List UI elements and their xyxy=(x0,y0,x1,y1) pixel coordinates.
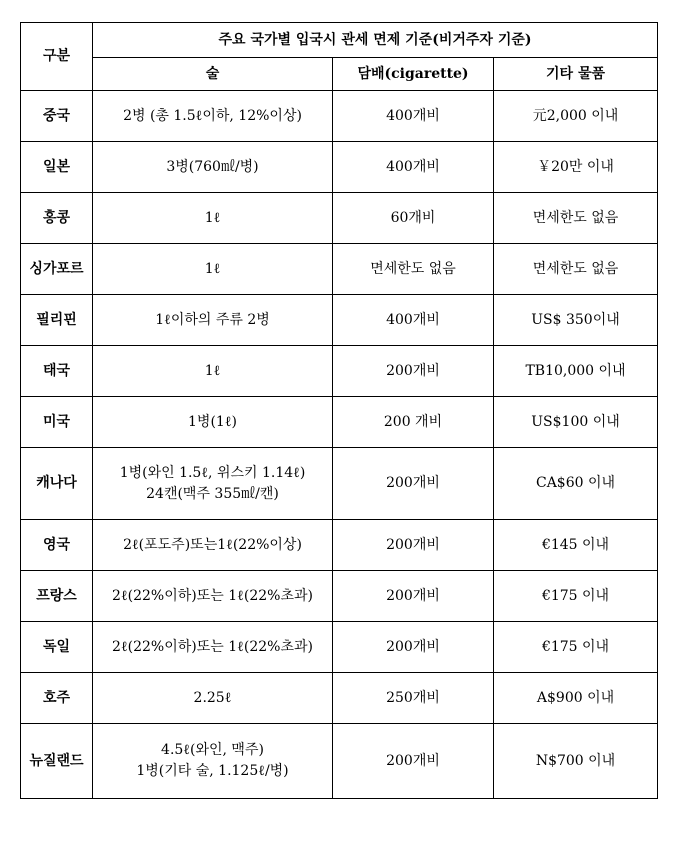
country-cell: 독일 xyxy=(21,622,93,673)
table-row xyxy=(21,193,658,244)
liquor-line: 2.25ℓ xyxy=(193,689,232,706)
table-row xyxy=(21,346,658,397)
table-row xyxy=(21,142,658,193)
tobacco-cell: 200개비 xyxy=(333,346,494,397)
other-goods-cell: €175 이내 xyxy=(494,622,658,673)
table-row xyxy=(21,622,658,673)
country-cell: 영국 xyxy=(21,520,93,571)
tobacco-cell: 200개비 xyxy=(333,571,494,622)
table-row xyxy=(21,244,658,295)
category-header: 구분 xyxy=(21,23,93,91)
liquor-line: 1병(1ℓ) xyxy=(188,413,237,430)
other-goods-cell: US$ 350이내 xyxy=(494,295,658,346)
tobacco-cell: 200개비 xyxy=(333,724,494,799)
liquor-cell xyxy=(93,397,333,448)
table-title: 주요 국가별 입국시 관세 면제 기준(비거주자 기준) xyxy=(93,23,658,58)
liquor-line: 2ℓ(포도주)또는1ℓ(22%이상) xyxy=(123,536,302,553)
liquor-cell xyxy=(93,622,333,673)
liquor-cell xyxy=(93,724,333,799)
table-row xyxy=(21,520,658,571)
liquor-cell xyxy=(93,346,333,397)
duty-free-table xyxy=(20,22,658,799)
table-body xyxy=(21,91,658,799)
table-row xyxy=(21,295,658,346)
country-cell: 태국 xyxy=(21,346,93,397)
other-goods-cell: €145 이내 xyxy=(494,520,658,571)
liquor-line: 24캔(맥주 355㎖/캔) xyxy=(146,485,279,502)
tobacco-cell: 60개비 xyxy=(333,193,494,244)
tobacco-cell: 400개비 xyxy=(333,295,494,346)
country-cell: 호주 xyxy=(21,673,93,724)
other-goods-cell: 면세한도 없음 xyxy=(494,244,658,295)
country-cell: 홍콩 xyxy=(21,193,93,244)
other-goods-cell: €175 이내 xyxy=(494,571,658,622)
column-header-tobacco: 담배(cigarette) xyxy=(333,58,494,91)
country-cell: 싱가포르 xyxy=(21,244,93,295)
tobacco-cell: 면세한도 없음 xyxy=(333,244,494,295)
liquor-cell xyxy=(93,673,333,724)
country-cell: 필리핀 xyxy=(21,295,93,346)
liquor-line: 4.5ℓ(와인, 맥주) xyxy=(161,742,264,758)
other-goods-cell: CA$60 이내 xyxy=(494,448,658,520)
country-cell: 캐나다 xyxy=(21,448,93,520)
tobacco-cell: 200 개비 xyxy=(333,397,494,448)
country-cell: 프랑스 xyxy=(21,571,93,622)
country-cell: 미국 xyxy=(21,397,93,448)
table-row xyxy=(21,91,658,142)
liquor-cell xyxy=(93,571,333,622)
liquor-cell xyxy=(93,448,333,520)
country-cell: 뉴질랜드 xyxy=(21,724,93,799)
tobacco-cell: 200개비 xyxy=(333,520,494,571)
other-goods-cell: 元2,000 이내 xyxy=(494,91,658,142)
liquor-line: 2병 (총 1.5ℓ이하, 12%이상) xyxy=(123,107,302,124)
column-header-other: 기타 물품 xyxy=(494,58,658,91)
liquor-line: 1병(기타 술, 1.125ℓ/병) xyxy=(136,763,289,779)
tobacco-cell: 250개비 xyxy=(333,673,494,724)
liquor-line: 1ℓ xyxy=(204,362,221,379)
liquor-line: 2ℓ(22%이하)또는 1ℓ(22%초과) xyxy=(112,587,313,604)
tobacco-cell: 400개비 xyxy=(333,142,494,193)
liquor-cell xyxy=(93,244,333,295)
table-row xyxy=(21,673,658,724)
other-goods-cell: ￥20만 이내 xyxy=(494,142,658,193)
liquor-cell xyxy=(93,91,333,142)
other-goods-cell: US$100 이내 xyxy=(494,397,658,448)
tobacco-cell: 400개비 xyxy=(333,91,494,142)
liquor-cell xyxy=(93,142,333,193)
tobacco-cell: 200개비 xyxy=(333,622,494,673)
table-row xyxy=(21,724,658,799)
column-header-liquor: 술 xyxy=(93,58,333,91)
other-goods-cell: 면세한도 없음 xyxy=(494,193,658,244)
table-row xyxy=(21,571,658,622)
country-cell: 일본 xyxy=(21,142,93,193)
liquor-cell xyxy=(93,193,333,244)
liquor-cell xyxy=(93,295,333,346)
liquor-line: 1ℓ이하의 주류 2병 xyxy=(155,311,270,328)
other-goods-cell: TB10,000 이내 xyxy=(494,346,658,397)
liquor-cell xyxy=(93,520,333,571)
liquor-line: 1병(와인 1.5ℓ, 위스키 1.14ℓ) xyxy=(119,464,306,481)
liquor-line: 3병(760㎖/병) xyxy=(166,158,259,175)
table-row xyxy=(21,448,658,520)
country-cell: 중국 xyxy=(21,91,93,142)
tobacco-cell: 200개비 xyxy=(333,448,494,520)
liquor-line: 1ℓ xyxy=(204,209,221,226)
table-row xyxy=(21,397,658,448)
other-goods-cell: N$700 이내 xyxy=(494,724,658,799)
liquor-line: 2ℓ(22%이하)또는 1ℓ(22%초과) xyxy=(112,638,313,655)
liquor-line: 1ℓ xyxy=(204,260,221,277)
other-goods-cell: A$900 이내 xyxy=(494,673,658,724)
